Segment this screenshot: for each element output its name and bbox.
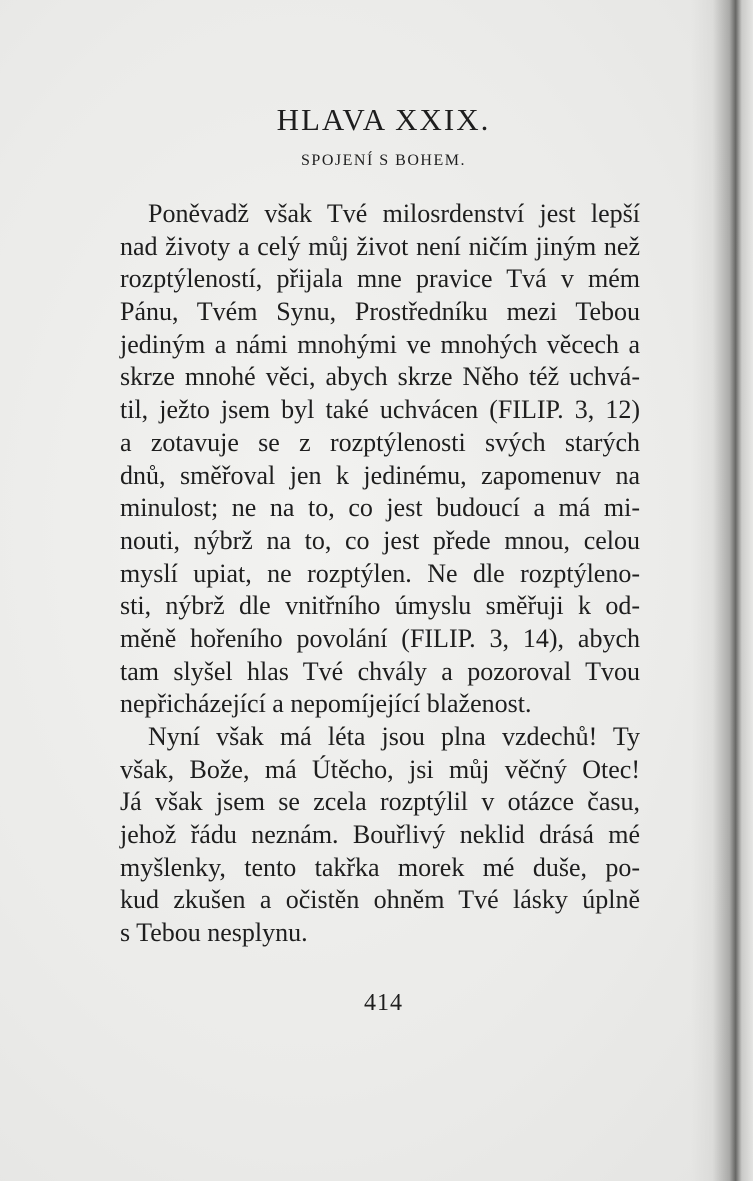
body-text <box>120 198 640 950</box>
text-line: nad životy a celý můj život není ničím jiným než <box>120 231 640 261</box>
text-line: jehož řádu neznám. Bouřlivý neklid drásá mé <box>120 820 640 850</box>
text-line: nouti, nýbrž na to, co jest přede mnou, celou <box>120 525 640 555</box>
text-line: skrze mnohé věci, abych skrze Něho též uchvá- <box>120 362 640 392</box>
text-line: s Tebou nesplynu. <box>120 918 308 948</box>
text-line: jediným a námi mnohými ve mnohých věcech a <box>120 329 640 359</box>
text-line: Já však jsem se zcela rozptýlil v otázce času, <box>120 787 640 817</box>
text-line: myšlenky, tento takřka morek mé duše, po- <box>120 852 640 882</box>
text-line: til, ježto jsem byl také uchvácen (FILIP. 3, 12) <box>120 395 640 425</box>
text-line: a zotavuje se z rozptýlenosti svých starých <box>120 427 640 457</box>
chapter-title: HLAVA XXIX. <box>276 102 491 137</box>
page-number: 414 <box>364 990 403 1016</box>
text-line: rozptýleností, přijala mne pravice Tvá v mém <box>120 264 640 294</box>
text-line: nepřicházející a nepomíjející blaženost. <box>120 689 532 719</box>
text-line: Pánu, Tvém Synu, Prostředníku mezi Tebou <box>120 297 640 327</box>
text-line: měně hořeního povolání (FILIP. 3, 14), abych <box>120 623 640 653</box>
text-line: minulost; ne na to, co jest budoucí a má mi- <box>120 493 640 523</box>
chapter-subtitle: SPOJENÍ S BOHEM. <box>301 152 466 169</box>
text-line: tam slyšel hlas Tvé chvály a pozoroval Tvou <box>120 656 640 686</box>
text-line: Nyní však má léta jsou plna vzdechů! Ty <box>148 722 640 751</box>
text-line: sti, nýbrž dle vnitřního úmyslu směřuji k od- <box>120 591 640 621</box>
text-line: Poněvadž však Tvé milosrdenství jest lepší <box>148 199 640 228</box>
text-line: dnů, směřoval jen k jedinému, zapomenuv na <box>120 460 640 490</box>
text-line: však, Bože, má Útěcho, jsi můj věčný Otec! <box>120 754 640 784</box>
text-line: kud zkušen a očistěn ohněm Tvé lásky úplně <box>120 885 640 915</box>
text-line: myslí upiat, ne rozptýlen. Ne dle rozptýleno- <box>120 558 640 588</box>
